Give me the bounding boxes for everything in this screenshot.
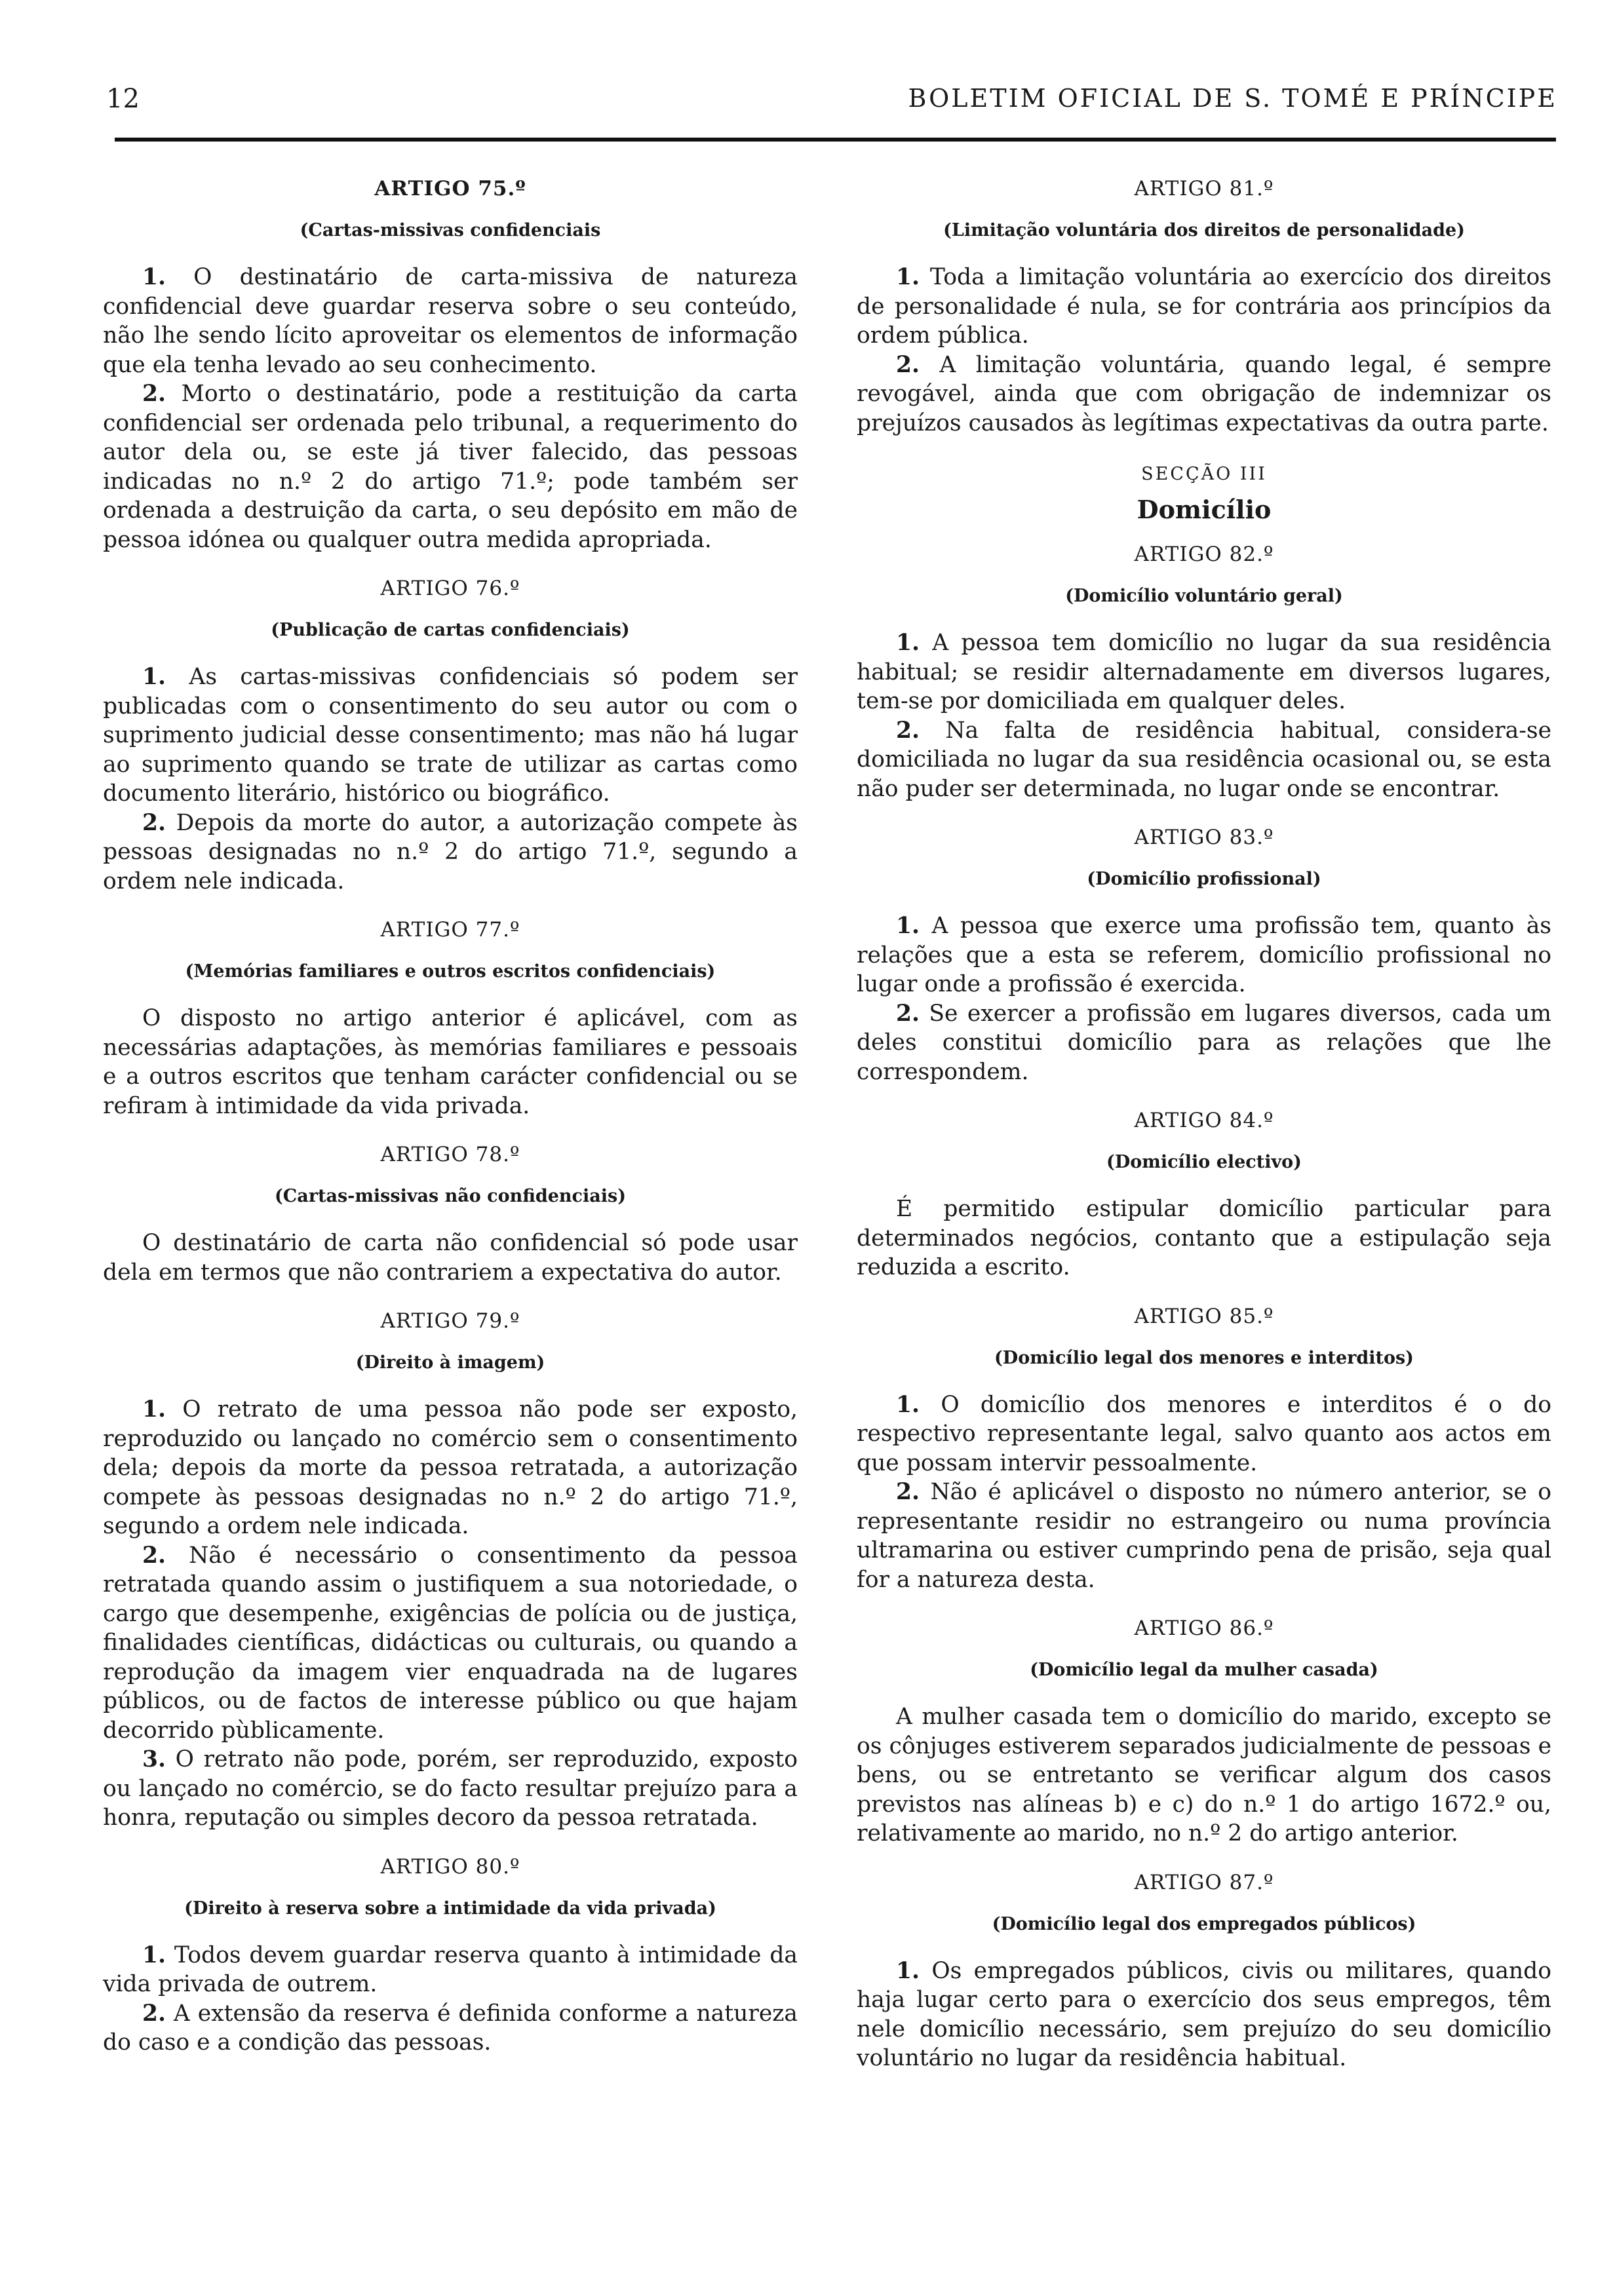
article-78-subtitle: (Cartas-missivas não confidenciais) xyxy=(275,1186,626,1206)
article-76-heading: ARTIGO 76.º xyxy=(380,577,520,600)
header-rule xyxy=(115,138,1556,142)
article-85-heading: ARTIGO 85.º xyxy=(1134,1304,1274,1328)
paragraph-text: Não é aplicável o disposto no número anterior, se o representante residir no estrangeiro ou numa província ultramarina ou estiver cumprindo pena de prisão, seja qual for a natureza desta. xyxy=(857,1479,1551,1593)
article-83-paragraph-2 xyxy=(857,999,1551,1087)
paragraph-text: Não é necessário o consentimento da pessoa retratada quando assim o justifiquem a sua notoriedade, o cargo que desempenhe, exigências de polícia ou de justiça, finalidades científicas, didácticas ou culturais, ou quando a reprodução da imagem vier enquadrada na de lugares públicos, ou de factos de interesse público ou que hajam decorrido pùblicamente. xyxy=(103,1542,798,1744)
article-80-heading: ARTIGO 80.º xyxy=(380,1854,520,1879)
paragraph-number: 1. xyxy=(896,913,920,939)
paragraph-text: O retrato de uma pessoa não pode ser exposto, reproduzido ou lançado no comércio sem o consentimento dela; depois da morte da pessoa retratada, a autorização compete às pessoas designadas no n.º 2 do artigo 71.º, segundo a ordem nele indicada. xyxy=(103,1396,798,1539)
article-76-paragraph-2 xyxy=(103,809,798,896)
article-79-subtitle: (Direito à imagem) xyxy=(355,1352,545,1373)
article-77-subtitle: (Memórias familiares e outros escritos confidenciais) xyxy=(185,961,716,982)
paragraph-text: Depois da morte do autor, a autorização compete às pessoas designadas no n.º 2 do artigo 71.º, segundo a ordem nele indicada. xyxy=(103,809,798,894)
article-87-paragraph-1 xyxy=(857,1957,1551,2073)
section-title: Domicílio xyxy=(1137,495,1272,524)
article-80-paragraph-2 xyxy=(103,1999,798,2057)
article-79-paragraph-1 xyxy=(103,1395,798,1541)
section-label: SECÇÃO III xyxy=(1141,464,1267,484)
article-75-paragraph-2 xyxy=(103,379,798,554)
paragraph-number: 2. xyxy=(142,1542,166,1569)
article-81-paragraph-1 xyxy=(857,263,1551,351)
article-81-heading: ARTIGO 81.º xyxy=(1134,177,1274,201)
paragraph-number: 1. xyxy=(142,264,166,290)
article-82-heading: ARTIGO 82.º xyxy=(1134,543,1274,566)
article-75-paragraph-1 xyxy=(103,263,798,379)
article-82-subtitle: (Domicílio voluntário geral) xyxy=(1065,586,1343,606)
paragraph-number: 2. xyxy=(142,809,166,836)
paragraph-number: 1. xyxy=(896,630,920,656)
paragraph-number: 1. xyxy=(142,664,166,690)
article-75-heading: ARTIGO 75.º xyxy=(374,177,526,201)
paragraph-text: Os empregados públicos, civis ou militares, quando haja lugar certo para o exercício dos seus empregos, têm nele domicílio necessário, sem prejuízo do seu domicílio voluntário no lugar da residência habitual. xyxy=(857,1957,1551,2071)
article-82-paragraph-2 xyxy=(857,716,1551,804)
article-87-subtitle: (Domicílio legal dos empregados públicos) xyxy=(992,1913,1416,1934)
left-column xyxy=(103,177,798,2057)
article-85-paragraph-2 xyxy=(857,1478,1551,1594)
paragraph-text: O retrato não pode, porém, ser reproduzido, exposto ou lançado no comércio, se do facto resultar prejuízo para a honra, reputação ou simples decoro da pessoa retratada. xyxy=(103,1746,798,1831)
paragraph-text: A limitação voluntária, quando legal, é sempre revogável, ainda que com obrigação de indemnizar os prejuízos causados às legítimas expectativas da outra parte. xyxy=(857,351,1551,436)
paragraph-number: 1. xyxy=(896,1957,920,1984)
paragraph-number: 1. xyxy=(896,1391,920,1418)
paragraph-number: 2. xyxy=(142,381,166,407)
paragraph-number: 2. xyxy=(896,1479,920,1505)
publication-title: BOLETIM OFICIAL DE S. TOMÉ E PRÍNCIPE xyxy=(908,84,1557,113)
article-77-paragraph: O disposto no artigo anterior é aplicável, com as necessárias adaptações, às memórias familiares e pessoais e a outros escritos que tenham carácter confidencial ou se refiram à intimidade da vida privada. xyxy=(103,1005,798,1119)
article-86-paragraph: A mulher casada tem o domicílio do marido, excepto se os cônjuges estiverem separados judicialmente de pessoas e bens, ou se entretanto se verificar algum dos casos previstos nas alíneas b) e c) do n.º 1 do artigo 1672.º ou, relativamente ao marido, no n.º 2 do artigo anterior. xyxy=(857,1704,1551,1846)
paragraph-text: Toda a limitação voluntária ao exercício dos direitos de personalidade é nula, se for contrária aos princípios da ordem pública. xyxy=(857,264,1551,349)
paragraph-text: A pessoa tem domicílio no lugar da sua residência habitual; se residir alternadamente em diversos lugares, tem-se por domiciliada em qualquer deles. xyxy=(857,630,1551,714)
paragraph-text: Na falta de residência habitual, considera-se domiciliada no lugar da sua residência ocasional ou, se esta não puder ser determinada, no lugar onde se encontrar. xyxy=(857,717,1552,802)
article-75-subtitle: (Cartas-missivas confidenciais xyxy=(300,220,601,240)
paragraph-text: Se exercer a profissão em lugares diversos, cada um deles constitui domicílio para as relações que lhe correspondem. xyxy=(857,1000,1551,1085)
article-81-paragraph-2 xyxy=(857,351,1551,438)
paragraph-number: 2. xyxy=(896,1000,920,1027)
article-84-paragraph: É permitido estipular domicílio particular para determinados negócios, contanto que a estipulação seja reduzida a escrito. xyxy=(857,1196,1551,1280)
paragraph-text: O domicílio dos menores e interditos é o do respectivo representante legal, salvo quanto aos actos em que possam intervir pessoalmente. xyxy=(857,1391,1551,1476)
paragraph-text: Morto o destinatário, pode a restituição da carta confidencial ser ordenada pelo tribunal, a requerimento do autor dela ou, se este já tiver falecido, das pessoas indicadas no n.º 2 do artigo 71.º; pode também ser ordenada a destruição da carta, o seu depósito em mão de pessoa idónea ou qualquer outra medida apropriada. xyxy=(103,381,798,553)
paragraph-number: 1. xyxy=(896,264,920,290)
article-80-subtitle: (Direito à reserva sobre a intimidade da vida privada) xyxy=(184,1898,716,1919)
paragraph-number: 2. xyxy=(896,351,920,378)
article-83-paragraph-1 xyxy=(857,911,1551,999)
article-87-heading: ARTIGO 87.º xyxy=(1134,1870,1274,1894)
article-79-heading: ARTIGO 79.º xyxy=(380,1309,520,1333)
paragraph-number: 3. xyxy=(142,1746,166,1772)
article-86-subtitle: (Domicílio legal da mulher casada) xyxy=(1030,1660,1378,1680)
article-84-heading: ARTIGO 84.º xyxy=(1134,1109,1274,1132)
article-78-paragraph: O destinatário de carta não confidencial só pode usar dela em termos que não contrariem a expectativa do autor. xyxy=(103,1230,798,1286)
article-85-subtitle: (Domicílio legal dos menores e interditos) xyxy=(994,1347,1414,1368)
page-number: 12 xyxy=(106,84,140,114)
article-76-subtitle: (Publicação de cartas confidenciais) xyxy=(271,620,630,640)
article-77-heading: ARTIGO 77.º xyxy=(380,918,520,942)
paragraph-text: A pessoa que exerce uma profissão tem, quanto às relações que a esta se referem, domicílio profissional no lugar onde a profissão é exercida. xyxy=(857,913,1552,997)
paragraph-number: 1. xyxy=(142,1396,166,1423)
article-76-paragraph-1 xyxy=(103,662,798,809)
paragraph-text: A extensão da reserva é definida conforme a natureza do caso e a condição das pessoas. xyxy=(103,2000,798,2056)
article-81-subtitle: (Limitação voluntária dos direitos de personalidade) xyxy=(943,220,1465,240)
article-78-heading: ARTIGO 78.º xyxy=(380,1143,520,1166)
paragraph-text: Todos devem guardar reserva quanto à intimidade da vida privada de outrem. xyxy=(103,1942,798,1997)
article-80-paragraph-1 xyxy=(103,1941,798,1999)
paragraph-number: 1. xyxy=(142,1942,166,1968)
paragraph-number: 2. xyxy=(142,2000,166,2027)
right-column xyxy=(857,177,1551,2073)
article-79-paragraph-2 xyxy=(103,1541,798,1746)
article-83-heading: ARTIGO 83.º xyxy=(1134,826,1274,849)
paragraph-text: As cartas-missivas confidenciais só podem ser publicadas com o consentimento do seu autor ou com o suprimento judicial desse consentimento; mas não há lugar ao suprimento quando se trate de utilizar as cartas como documento literário, histórico ou biográfico. xyxy=(103,664,798,807)
article-85-paragraph-1 xyxy=(857,1390,1551,1478)
article-82-paragraph-1 xyxy=(857,628,1551,716)
article-84-subtitle: (Domicílio electivo) xyxy=(1106,1152,1302,1172)
article-83-subtitle: (Domicílio profissional) xyxy=(1087,869,1321,889)
paragraph-number: 2. xyxy=(896,717,920,744)
paragraph-text: O destinatário de carta-missiva de natureza confidencial deve guardar reserva sobre o seu conteúdo, não lhe sendo lícito aproveitar os elementos de informação que ela tenha levado ao seu conhecimento. xyxy=(103,264,798,378)
article-79-paragraph-3 xyxy=(103,1745,798,1833)
article-86-heading: ARTIGO 86.º xyxy=(1134,1617,1274,1640)
